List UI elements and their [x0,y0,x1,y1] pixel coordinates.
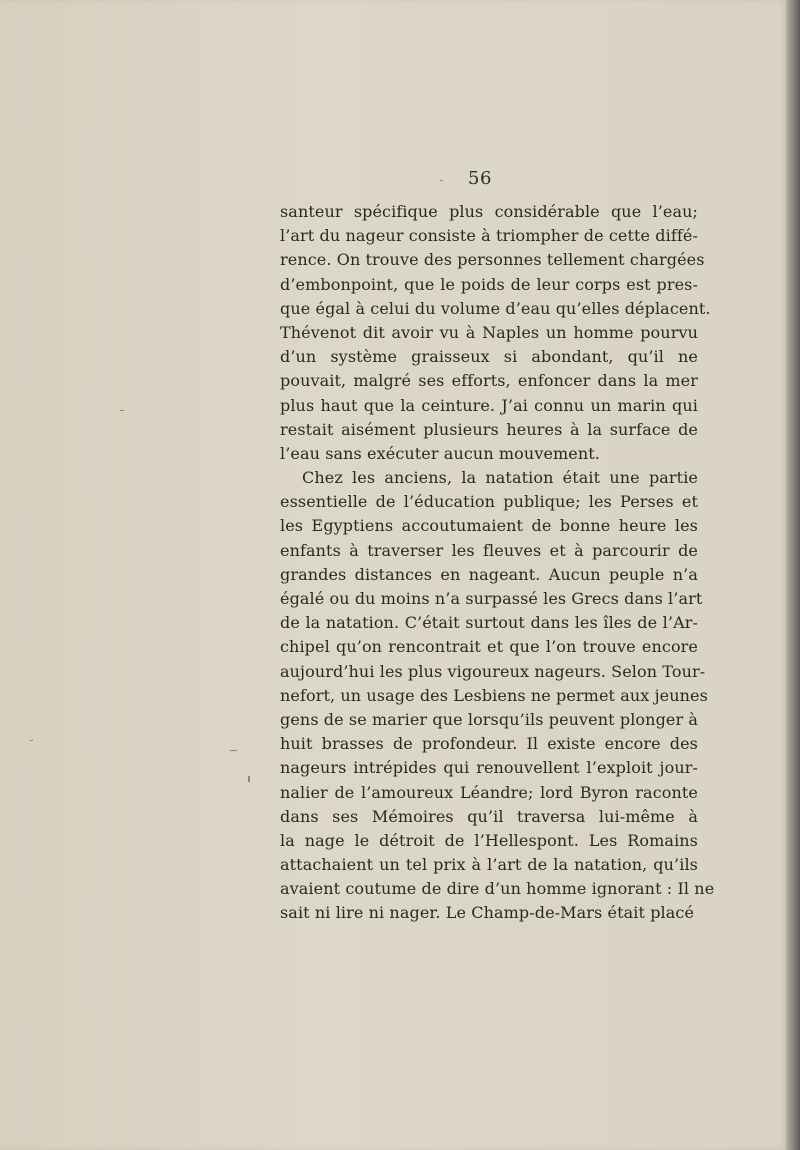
text-line: nefort, un usage des Lesbiens ne permet aux jeunes [280,685,708,705]
text-line: enfants à traverser les fleuves et à parcourir de [280,540,698,560]
paper-speck [248,776,250,782]
paper-speck [230,750,237,751]
text-line: santeur spécifique plus considérable que l’eau; [280,202,698,221]
text-line: grandes distances en nageant. Aucun peuple n’a [280,564,698,584]
text-line: les Egyptiens accoutumaient de bonne heure les [280,516,698,536]
text-line: sait ni lire ni nager. Le Champ-de-Mars était placé [280,903,695,923]
text-line: égalé ou du moins n’a surpassé les Grecs dans l’art [280,589,703,608]
text-line: la nage le détroit de l’Hellespont. Les Romains [280,830,698,850]
text-line: gens de se marier que lorsqu’ils peuvent plonger à [280,709,699,729]
text-line: rence. On trouve des personnes tellement chargées [280,250,705,270]
body-text [280,200,715,926]
text-line: que égal à celui du volume d’eau qu’elles déplacent. [280,298,711,318]
text-line: nalier de l’amoureux Léandre; lord Byron raconte [280,782,698,802]
page-edge-shadow [786,0,800,1150]
paper-speck [30,740,33,741]
page-number: 56 [468,168,492,189]
text-line: de la natation. C’était surtout dans les îles de l’Ar- [280,613,698,633]
text-line: avaient coutume de dire d’un homme ignorant : Il ne [280,879,715,899]
text-line: dans ses Mémoires qu’il traversa lui-même à [280,806,698,826]
text-line: aujourd’hui les plus vigoureux nageurs. Selon Tour- [280,661,706,681]
text-line: chipel qu’on rencontrait et que l’on trouve encore [280,637,698,657]
text-line: attachaient un tel prix à l’art de la natation, qu’ils [280,855,698,875]
text-line: Thévenot dit avoir vu à Naples un homme pourvu [280,322,698,342]
text-line: pouvait, malgré ses efforts, enfoncer dans la mer [280,371,698,391]
paper-speck [440,180,443,181]
text-line: d’un système graisseux si abondant, qu’il ne [280,347,698,367]
text-line: nageurs intrépides qui renouvellent l’exploit jour- [280,758,698,778]
text-line: d’embonpoint, que le poids de leur corps est pres- [280,274,698,294]
text-line: l’art du nageur consiste à triompher de cette diffé- [280,226,698,246]
text-line: essentielle de l’éducation publique; les Perses et [280,492,698,512]
text-line: restait aisément plusieurs heures à la surface de [280,419,698,439]
paper-speck [120,410,124,411]
text-line: plus haut que la ceinture. J’ai connu un marin qui [280,395,698,415]
text-line: Chez les anciens, la natation était une partie [302,468,698,488]
text-line: l’eau sans exécuter aucun mouvement. [280,443,600,463]
text-line: huit brasses de profondeur. Il existe encore des [280,734,698,754]
